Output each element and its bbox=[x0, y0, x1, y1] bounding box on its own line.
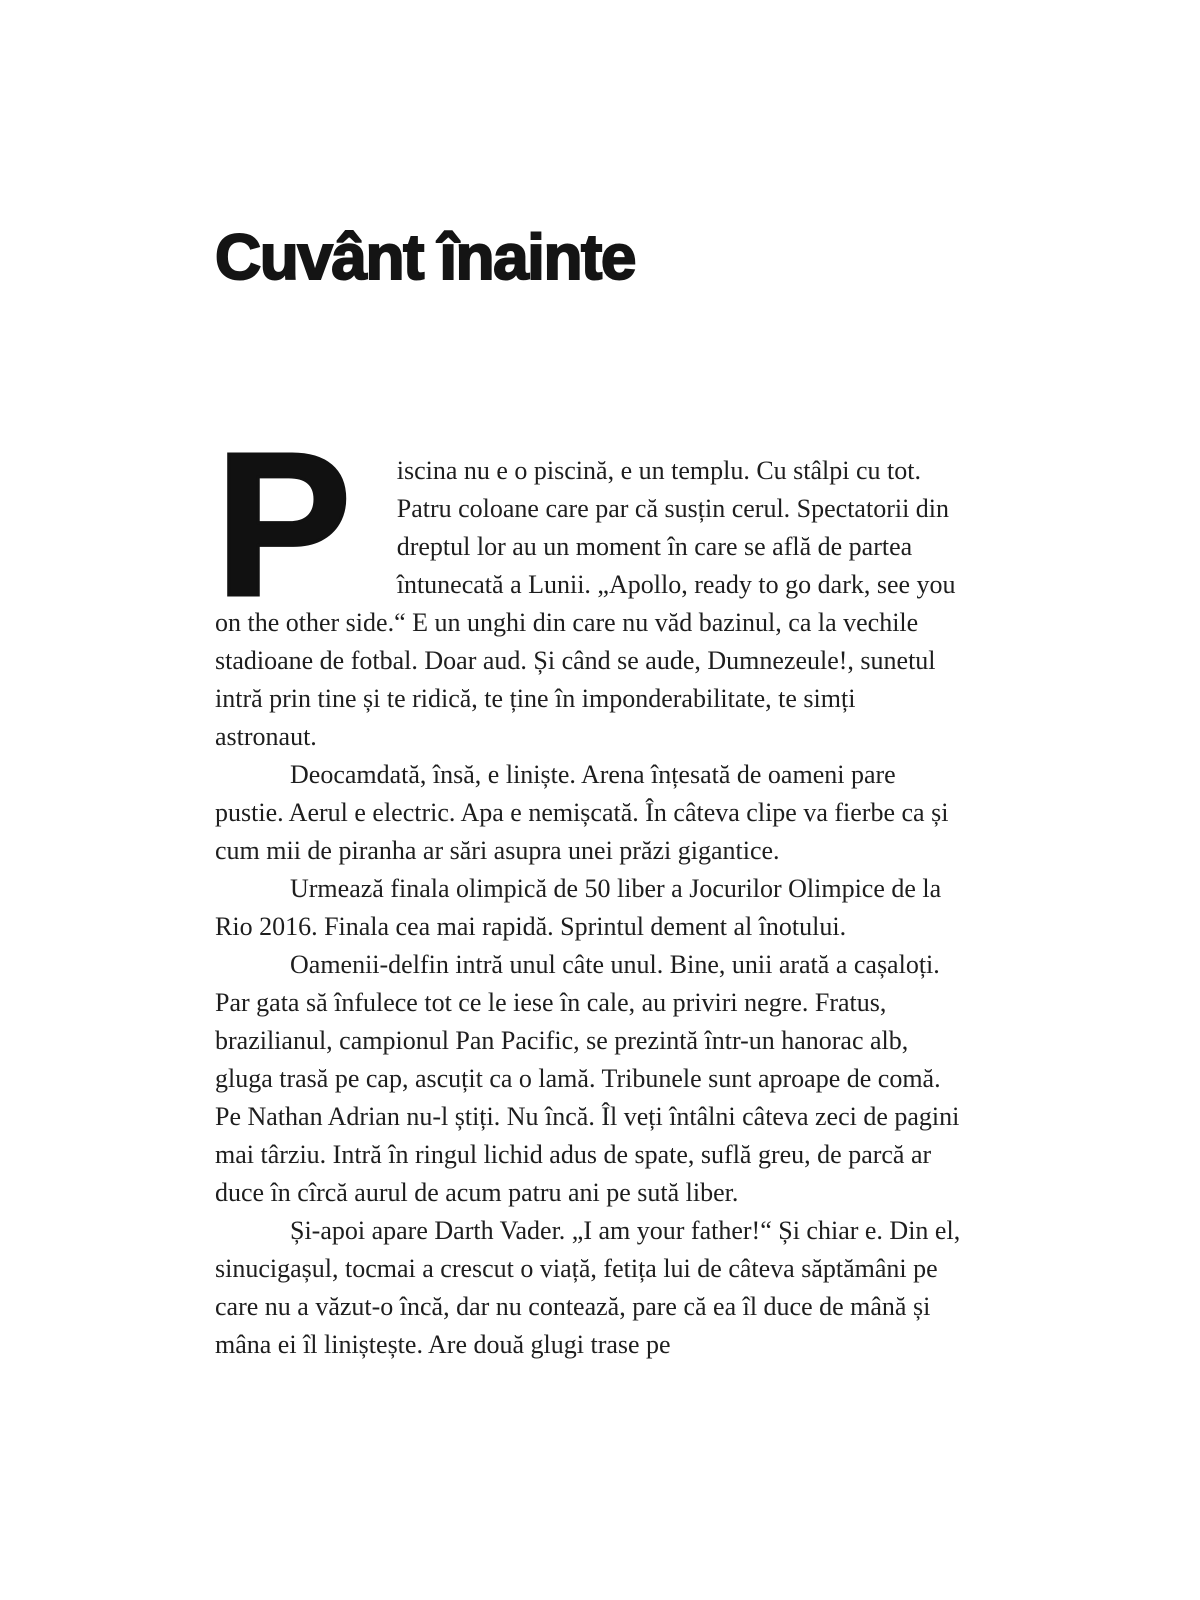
paragraph: Urmează finala olimpică de 50 liber a Jocurilor Olimpice de la Rio 2016. Finala cea mai rapidă. Sprintul dement al înotului. bbox=[215, 874, 942, 942]
dropcap-letter: P bbox=[215, 410, 352, 640]
paragraph-text: iscina nu e o piscină, e un templu. Cu stâlpi cu tot. Patru coloane care par că susțin cerul. Spectatorii din dreptul lor au un moment în care se află de partea întunecată a Lunii. „Apollo, ready to go dark, see you on the other side.“ E un unghi din care nu văd bazinul, ca la vechile stadioane de fotbal. Doar aud. Și când se aude, Dumnezeule!, sunetul intră prin tine și te ridică, te ține în imponderabilitate, te simți astronaut. bbox=[215, 456, 956, 752]
paragraph: Oamenii-delfin intră unul câte unul. Bine, unii arată a cașaloți. Par gata să înfulece tot ce le iese în cale, au priviri negre. Fratus, brazilianul, campionul Pan Pacific, se prezintă într-un hanorac alb, gluga trasă pe cap, ascuțit ca o lamă. Tribunele sunt aproape de comă. Pe Nathan Adrian nu-l știți. Nu încă. Îl veți întâlni câteva zeci de pagini mai târziu. Intră în ringul lichid adus de spate, suflă greu, de parcă ar duce în cîrcă aurul de acum patru ani pe sută liber. bbox=[215, 950, 960, 1208]
paragraph-opening bbox=[215, 410, 962, 756]
paragraph: Și-apoi apare Darth Vader. „I am your father!“ Și chiar e. Din el, sinucigașul, tocmai a crescut o viață, fetița lui de câteva săptămâni pe care nu a văzut-o încă, dar nu contează, pare că ea îl duce de mână și mâna ei îl liniștește. Are două glugi trase pe bbox=[215, 1216, 961, 1360]
paragraph: Deocamdată, însă, e liniște. Arena înțesată de oameni pare pustie. Aerul e electric. Apa e nemișcată. În câteva clipe va fierbe ca și cum mii de piranha ar sări asupra unei prăzi gigantice. bbox=[215, 760, 949, 866]
chapter-title: Cuvânt înainte bbox=[215, 221, 635, 293]
chapter-body bbox=[215, 410, 962, 1364]
